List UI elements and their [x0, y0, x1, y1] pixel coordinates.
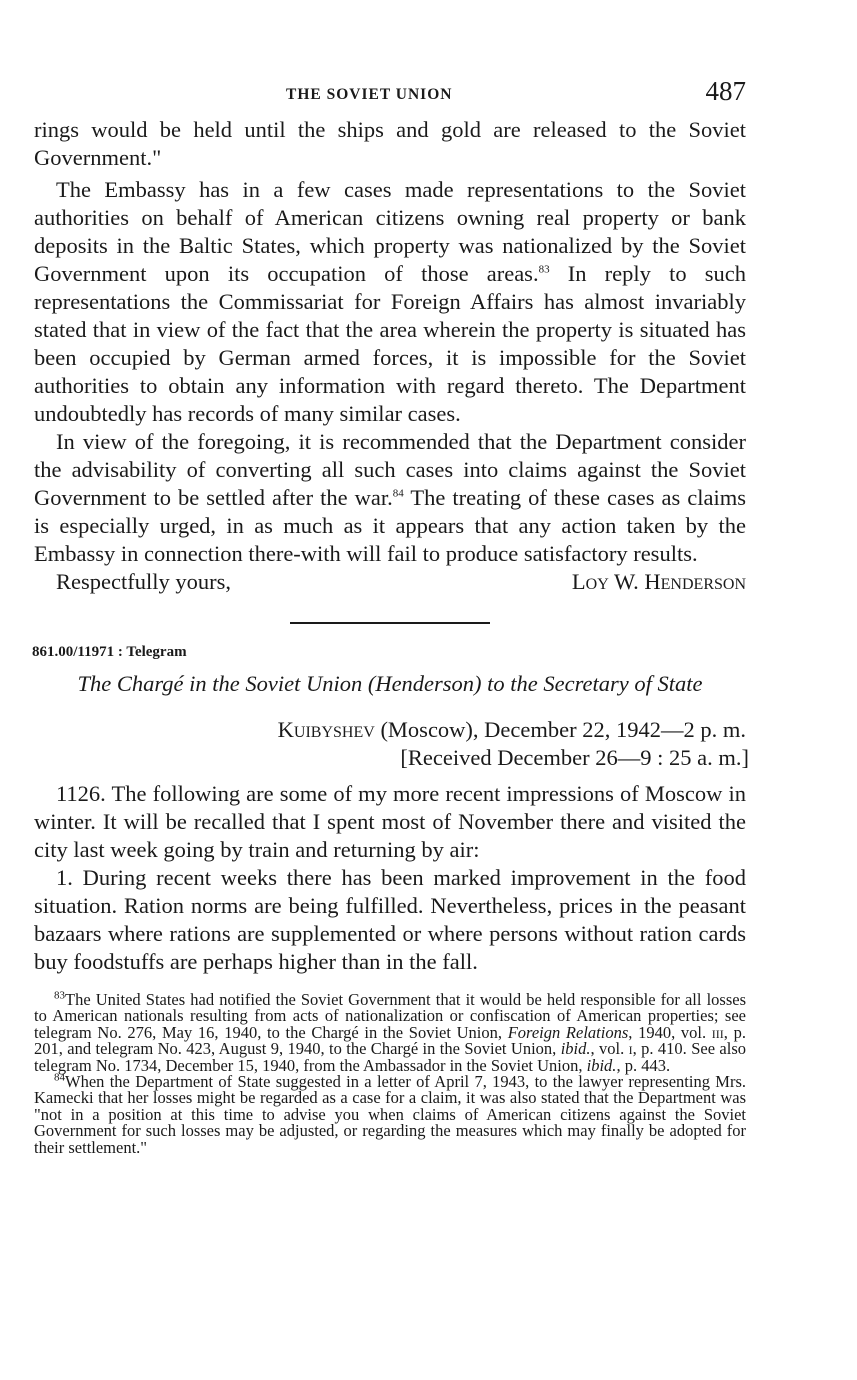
footnote-marker-84: 84 — [54, 1071, 65, 1084]
sent-dateline: Kuibyshev (Moscow), December 22, 1942—2 p. m. — [277, 717, 746, 742]
footnote-84: $^{84}$When the Department of State suggested in a letter of April 7, 1943, to the lawyer representing Mrs. Kamecki that her losses might be regarded as a case for a claim, it was also stated that the Department was "not in a position at this time to advise you when claims of American citizens against the Soviet Government for such losses may be adjusted, or regarding the measures which may finally be adopted for their settlement." — [34, 1071, 746, 1157]
received-line: [Received December 26—9 : 25 a. m.] — [400, 745, 749, 770]
paragraph-recommendation: In view of the foregoing, it is recommended that the Department consider the advisability of converting all such cases into claims against the Soviet Government to be settled after the war.$^{84}$ The treating of these cases as claims is especially urged, in as much as it appears that any action taken by the Embassy in connection there-with will fail to produce satisfactory results. — [34, 429, 746, 566]
telegram-paragraph-food: 1. During recent weeks there has been marked improvement in the food situation. Ration norms are being fulfilled. Nevertheless, prices in the peasant bazaars where rations are supplemented or where persons without ration cards buy foodstuffs are perhaps higher than in the fall. — [34, 865, 746, 974]
footnote-marker-83: 83 — [54, 989, 65, 1002]
telegram-body — [34, 780, 746, 976]
file-reference: 861.00/11971 : Telegram — [32, 644, 187, 660]
document-page — [32, 76, 749, 1157]
running-title: THE SOVIET UNION — [286, 86, 453, 103]
continuation-paragraph: rings would be held until the ships and gold are released to the Soviet Government." — [34, 117, 746, 170]
closing — [34, 568, 746, 596]
document-title: The Chargé in the Soviet Union (Henderson) to the Secretary of State — [77, 671, 703, 696]
place-name: Kuibyshev — [277, 717, 375, 742]
paragraph-baltic-states: The Embassy has in a few cases made representations to the Soviet authorities on behalf of American citizens owning real property or bank deposits in the Baltic States, which property was nationalized by the Soviet Government upon its occupation of those areas.$^{83}$ In reply to such representations the Commissariat for Foreign Affairs has almost invariably stated that in view of the fact that the area wherein the property is situated has been occupied by German armed forces, it is impossible for the Soviet authorities to obtain any information with regard thereto. The Department undoubtedly has records of many similar cases. — [34, 177, 747, 426]
footnote-ref-83[interactable]: 83 — [538, 263, 550, 276]
telegram-paragraph-intro: 1126. The following are some of my more recent impressions of Moscow in winter. It will be recalled that I spent most of November there and visited the city last week going by train and returning by air: — [34, 781, 746, 862]
dateline — [34, 716, 749, 772]
letter-body — [34, 116, 746, 596]
footnote-ref-84[interactable]: 84 — [392, 487, 404, 500]
footnotes — [34, 989, 746, 1157]
signature: Loy W. Henderson — [571, 569, 746, 594]
section-divider — [290, 622, 490, 624]
page-header — [34, 76, 746, 116]
page-number: 487 — [705, 76, 746, 106]
footnote-83: $^{83}$The United States had notified the Soviet Government that it would be held responsible for all losses to American nationals resulting from acts of nationalization or confiscation of American properties; see telegram No. 276, May 16, 1940, to the Chargé in the Soviet Union, Foreign Relations, 1940, vol. iii, p. 201, and telegram No. 423, August 9, 1940, to the Chargé in the Soviet Union, ibid., vol. i, p. 410. See also telegram No. 1734, December 15, 1940, from the Ambassador in the Soviet Union, ibid., p. 443. — [34, 989, 746, 1075]
valediction: Respectfully yours, — [56, 569, 231, 594]
